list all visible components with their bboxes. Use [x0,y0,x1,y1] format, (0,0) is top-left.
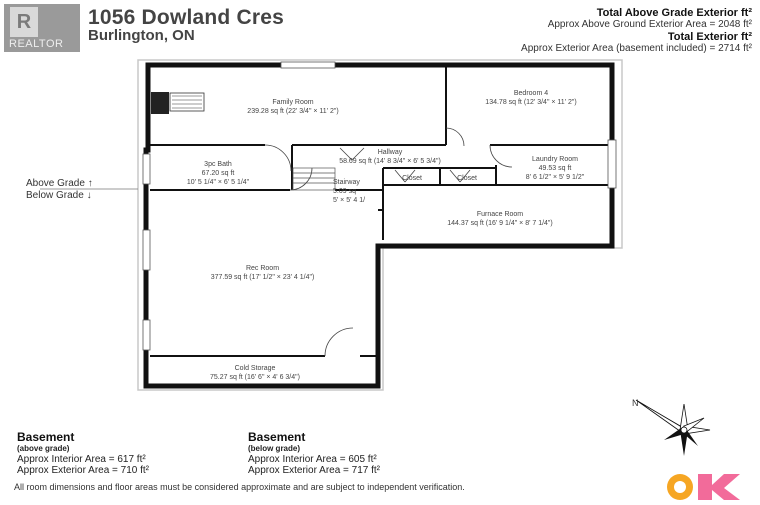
realtor-logo-text: REALTOR [9,38,64,50]
room-family-dims: 239.28 sq ft (22' 3/4" × 11' 2") [247,108,339,115]
disclaimer: All room dimensions and floor areas must be considered approximate and are subject to independent verification. [14,482,465,492]
room-stairway-dims: 5.09 sq [333,188,356,195]
room-bath-name: 3pc Bath [204,161,232,168]
basement-above-interior: Approx Interior Area = 617 ft² [17,454,146,465]
room-hallway-name: Hallway [377,149,403,156]
room-bath [158,160,278,187]
summary-line-2: Approx Above Ground Exterior Area = 2048 ft² [547,19,752,30]
basement-above-title: Basement [17,430,75,444]
room-family [228,98,358,116]
property-city: Burlington, ON [88,27,195,44]
room-bedroom4-name: Bedroom 4 [513,90,549,97]
above-grade-label: Above Grade ↑ [26,178,93,189]
basement-below-exterior: Approx Exterior Area = 717 ft² [248,465,381,476]
room-family-name: Family Room [272,99,314,106]
room-stairway-name: Stairway [333,179,360,186]
basement-above-sub: (above grade) [17,444,70,453]
room-cold-dims: 75.27 sq ft (16' 6" × 4' 6 3/4") [210,374,300,381]
room-furnace-dims: 144.37 sq ft (16' 9 1/4" × 8' 7 1/4") [447,220,553,227]
room-bath-dims2: 10' 5 1/4" × 6' 5 1/4" [186,179,250,186]
room-rec-dims: 377.59 sq ft (17' 1/2" × 23' 4 1/4") [210,274,315,281]
room-furnace [415,210,585,228]
room-furnace-name: Furnace Room [476,211,524,218]
room-rec-name: Rec Room [245,265,280,272]
room-cold-storage [180,364,330,382]
room-closet-2: Closet [457,175,477,182]
compass-label: N [632,398,639,408]
basement-below-summary [248,432,380,476]
basement-below-sub: (below grade) [248,444,301,453]
room-stairway-dims2: 5' × 5' 4 1/ [333,197,366,204]
compass-icon [636,400,710,456]
room-bedroom4-dims: 134.78 sq ft (12' 3/4" × 11' 2") [485,99,577,106]
basement-above-exterior: Approx Exterior Area = 710 ft² [17,465,150,476]
room-rec [170,264,355,282]
room-cold-name: Cold Storage [234,365,276,372]
room-hallway [310,148,470,166]
basement-below-interior: Approx Interior Area = 605 ft² [248,454,377,465]
summary-line-3: Total Exterior ft² [667,31,752,43]
room-laundry [500,155,610,182]
basement-above-summary [17,432,149,476]
basement-below-title: Basement [248,430,306,444]
room-bedroom4 [455,89,607,107]
room-laundry-dims2: 8' 6 1/2" × 5' 9 1/2" [525,174,585,181]
room-closet-1: Closet [402,175,422,182]
stairs [293,168,335,190]
room-bath-dims: 67.20 sq ft [201,170,235,177]
realtor-mark-icon: R [10,7,38,37]
below-grade-label: Below Grade ↓ [26,190,92,201]
room-laundry-dims: 49.53 sq ft [538,165,572,172]
room-laundry-name: Laundry Room [532,156,578,163]
summary-line-1: Total Above Grade Exterior ft² [596,7,752,19]
room-stairway [333,178,383,205]
property-address: 1056 Dowland Cres [88,6,284,29]
room-hallway-dims: 58.69 sq ft (14' 8 3/4" × 6' 5 3/4") [339,158,441,165]
fireplace-icon [151,92,204,114]
brand-logo-icon [667,474,740,500]
summary-line-4: Approx Exterior Area (basement included) = 2714 ft² [521,43,752,54]
